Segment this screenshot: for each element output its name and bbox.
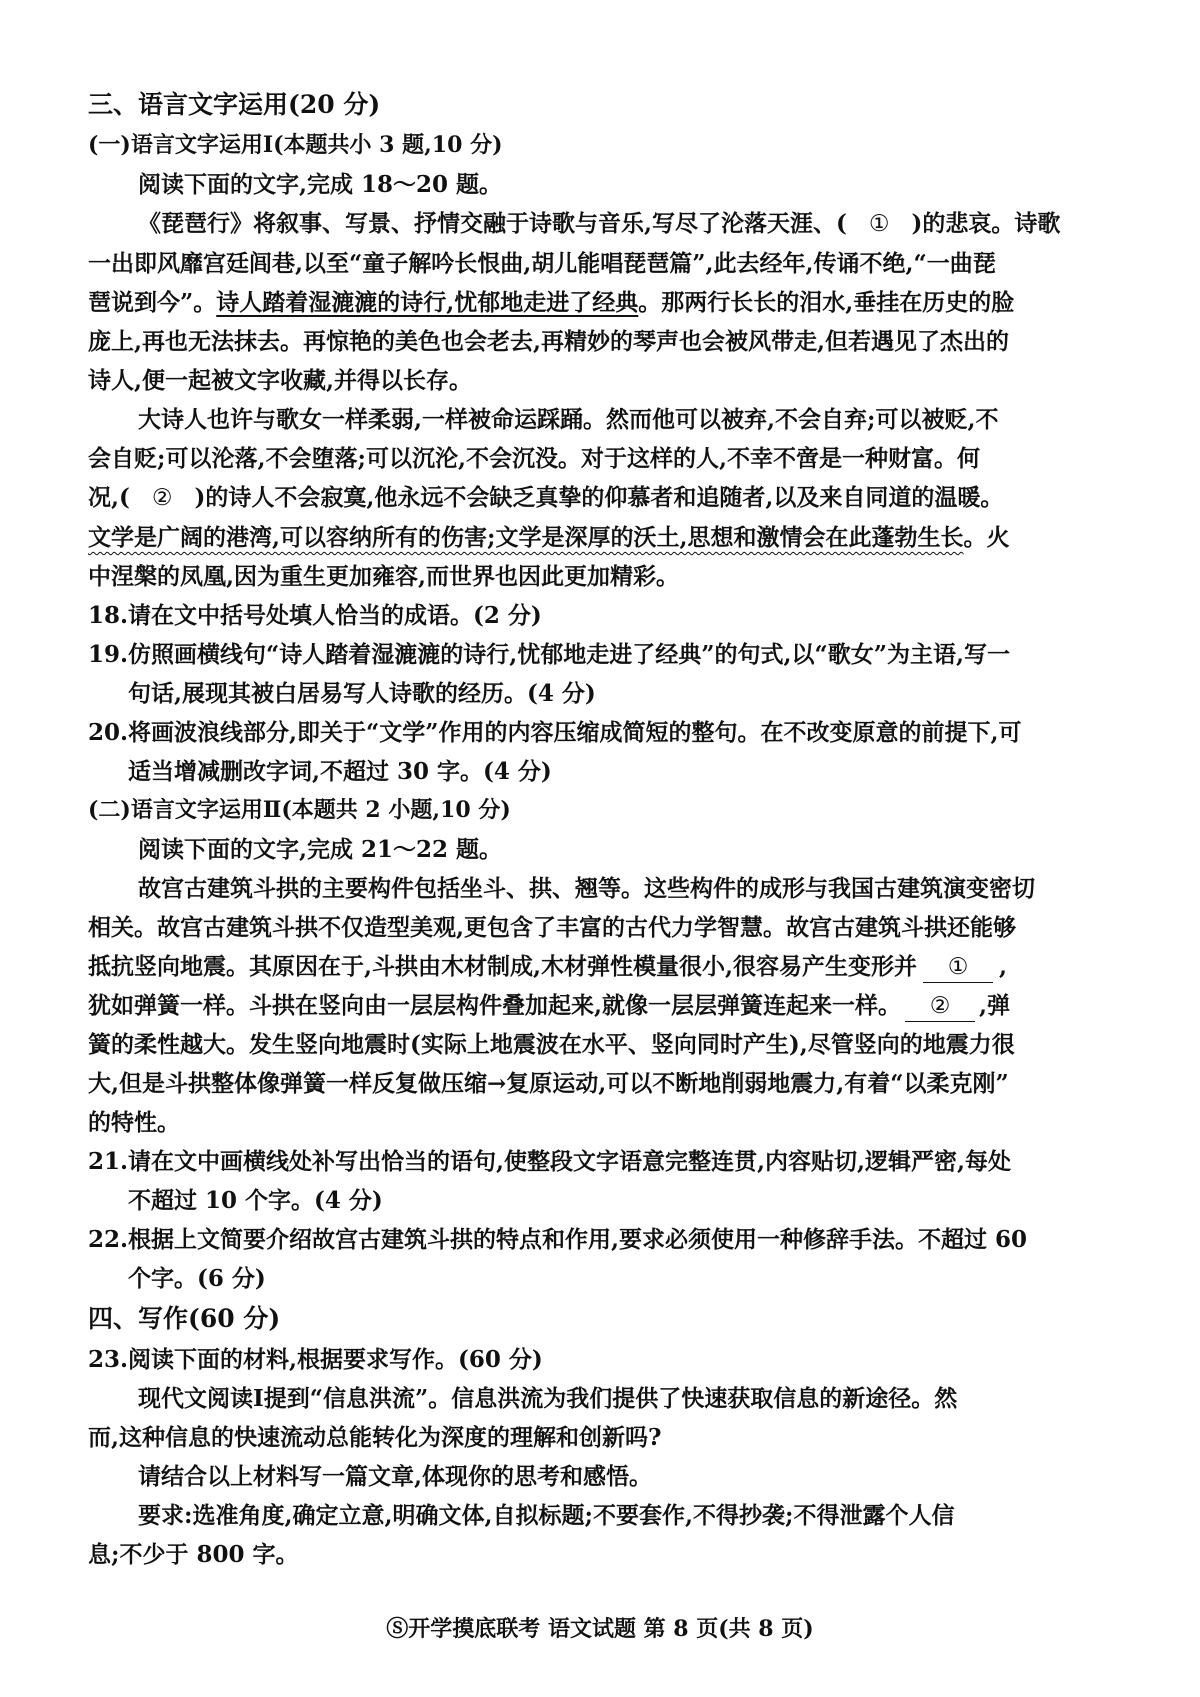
blank-1: ①	[868, 211, 890, 237]
text: 琶说到今”。	[88, 289, 217, 316]
question-20-cont: 适当增减删改字词,不超过 30 字。(4 分)	[128, 758, 552, 785]
question-21-cont: 不超过 10 个字。(4 分)	[128, 1187, 383, 1214]
passage2-line: 的特性。	[88, 1109, 180, 1136]
passage1	[88, 204, 1118, 596]
part2-title: (二)语言文字运用Ⅱ(本题共 2 小题,10 分)	[88, 797, 511, 823]
text: 抵抗竖向地震。其原因在于,斗拱由木材制成,木材弹性模量很小,很容易产生变形并	[88, 953, 918, 980]
text: ,弹	[979, 992, 1011, 1019]
passage1-line: 会自贬;可以沦落,不会堕落;可以沉沦,不会沉没。对于这样的人,不幸不啻是一种财富。何	[88, 445, 981, 472]
part1-title: (一)语言文字运用Ⅰ(本题共小 3 题,10 分)	[88, 132, 503, 158]
text: 。火	[963, 524, 1010, 551]
text: 。那两行长长的泪水,垂挂在历史的脸	[638, 289, 1015, 316]
text: )的悲哀。诗歌	[911, 210, 1061, 237]
passage1-line: 大诗人也许与歌女一样柔弱,一样被命运踩踊。然而他可以被弃,不会自弃;可以被贬,不	[138, 406, 999, 433]
passage2-line: 大,但是斗拱整体像弹簧一样反复做压缩→复原运动,可以不断地削弱地震力,有着“以柔克刚”	[88, 1070, 1009, 1097]
page-content	[88, 84, 1118, 1574]
question-19-cont: 句话,展现其被白居易写人诗歌的经历。(4 分)	[128, 680, 596, 707]
material-line: 而,这种信息的快速流动总能转化为深度的理解和创新吗?	[88, 1424, 662, 1451]
page-footer: Ⓢ开学摸底联考 语文试题 第 8 页(共 8 页)	[386, 1616, 814, 1642]
text: 《琵琶行》将叙事、写景、抒情交融于诗歌与音乐,写尽了沦落天涯、(	[138, 210, 847, 237]
underlined-sentence: 诗人踏着湿漉漉的诗行,忧郁地走进了经典	[216, 289, 639, 316]
section3-title: 三、语言文字运用(20 分)	[88, 90, 381, 119]
passage2	[88, 869, 1118, 1142]
fill-blank-1: ①	[923, 952, 993, 983]
passage2-line: 故宫古建筑斗拱的主要构件包括坐斗、拱、翘等。这些构件的成形与我国古建筑演变密切	[138, 875, 1035, 902]
text: 犹如弹簧一样。斗拱在竖向由一层层构件叠加起来,就像一层层弹簧连起来一样。	[88, 992, 902, 1019]
passage1-line: 中涅槃的凤凰,因为重生更加雍容,而世界也因此更加精彩。	[88, 563, 680, 590]
part1-instruction: 阅读下面的文字,完成 18～20 题。	[138, 171, 503, 198]
question-19: 19.仿照画横线句“诗人踏着湿漉漉的诗行,忧郁地走进了经典”的句式,以“歌女”为主语,写一	[88, 641, 1010, 668]
passage2-line	[88, 947, 1118, 986]
requirement-line: 要求:选准角度,确定立意,明确文体,自拟标题;不要套作,不得抄袭;不得泄露个人信	[138, 1502, 955, 1529]
question-23: 23.阅读下面的材料,根据要求写作。(60 分)	[88, 1346, 543, 1373]
requirement-line: 息;不少于 800 字。	[88, 1541, 299, 1568]
question-20: 20.将画波浪线部分,即关于“文学”作用的内容压缩成简短的整句。在不改变原意的前提下,可	[88, 719, 1022, 746]
fill-blank-2: ②	[905, 991, 975, 1022]
passage2-line: 簧的柔性越大。发生竖向地震时(实际上地震波在水平、竖向同时产生),尽管竖向的地震力很	[88, 1031, 1015, 1058]
passage2-line: 相关。故宫古建筑斗拱不仅造型美观,更包含了丰富的古代力学智慧。故宫古建筑斗拱还能够	[88, 914, 1017, 941]
passage1-line	[88, 478, 1118, 518]
material-line: 现代文阅读Ⅰ提到“信息洪流”。信息洪流为我们提供了快速获取信息的新途径。然	[138, 1385, 958, 1412]
passage1-line: 诗人,便一起被文字收藏,并得以长存。	[88, 367, 473, 394]
passage1-line: 庞上,再也无法抹去。再惊艳的美色也会老去,再精妙的琴声也会被风带走,但若遇见了杰出的	[88, 328, 1010, 355]
part2-instruction: 阅读下面的文字,完成 21～22 题。	[138, 836, 503, 863]
text: 况,(	[88, 484, 130, 511]
passage1-line	[88, 518, 1118, 557]
passage1-line	[88, 283, 1118, 322]
question-22: 22.根据上文简要介绍故宫古建筑斗拱的特点和作用,要求必须使用一种修辞手法。不超过 60	[88, 1226, 1028, 1253]
passage2-line	[88, 986, 1118, 1025]
text: )的诗人不会寂寞,他永远不会缺乏真挚的仰慕者和追随者,以及来自同道的温暖。	[194, 484, 1004, 511]
material-line: 请结合以上材料写一篇文章,体现你的思考和感悟。	[138, 1463, 653, 1490]
passage1-line	[88, 204, 1118, 244]
wavy-underlined-text: 文学是广阔的港湾,可以容纳所有的伤害;文学是深厚的沃土,思想和激情会在此蓬勃生长	[88, 524, 964, 551]
passage1-line: 一出即风靡宫廷闾巷,以至“童子解吟长恨曲,胡儿能唱琵琶篇”,此去经年,传诵不绝,“一曲琵	[88, 250, 996, 277]
section4-title: 四、写作(60 分)	[88, 1304, 281, 1333]
blank-2: ②	[151, 485, 173, 511]
text: ,	[999, 953, 1008, 980]
question-21: 21.请在文中画横线处补写出恰当的语句,使整段文字语意完整连贯,内容贴切,逻辑严密,每处	[88, 1148, 1012, 1175]
question-22-cont: 个字。(6 分)	[128, 1265, 266, 1292]
question-18: 18.请在文中括号处填人恰当的成语。(2 分)	[88, 602, 542, 629]
